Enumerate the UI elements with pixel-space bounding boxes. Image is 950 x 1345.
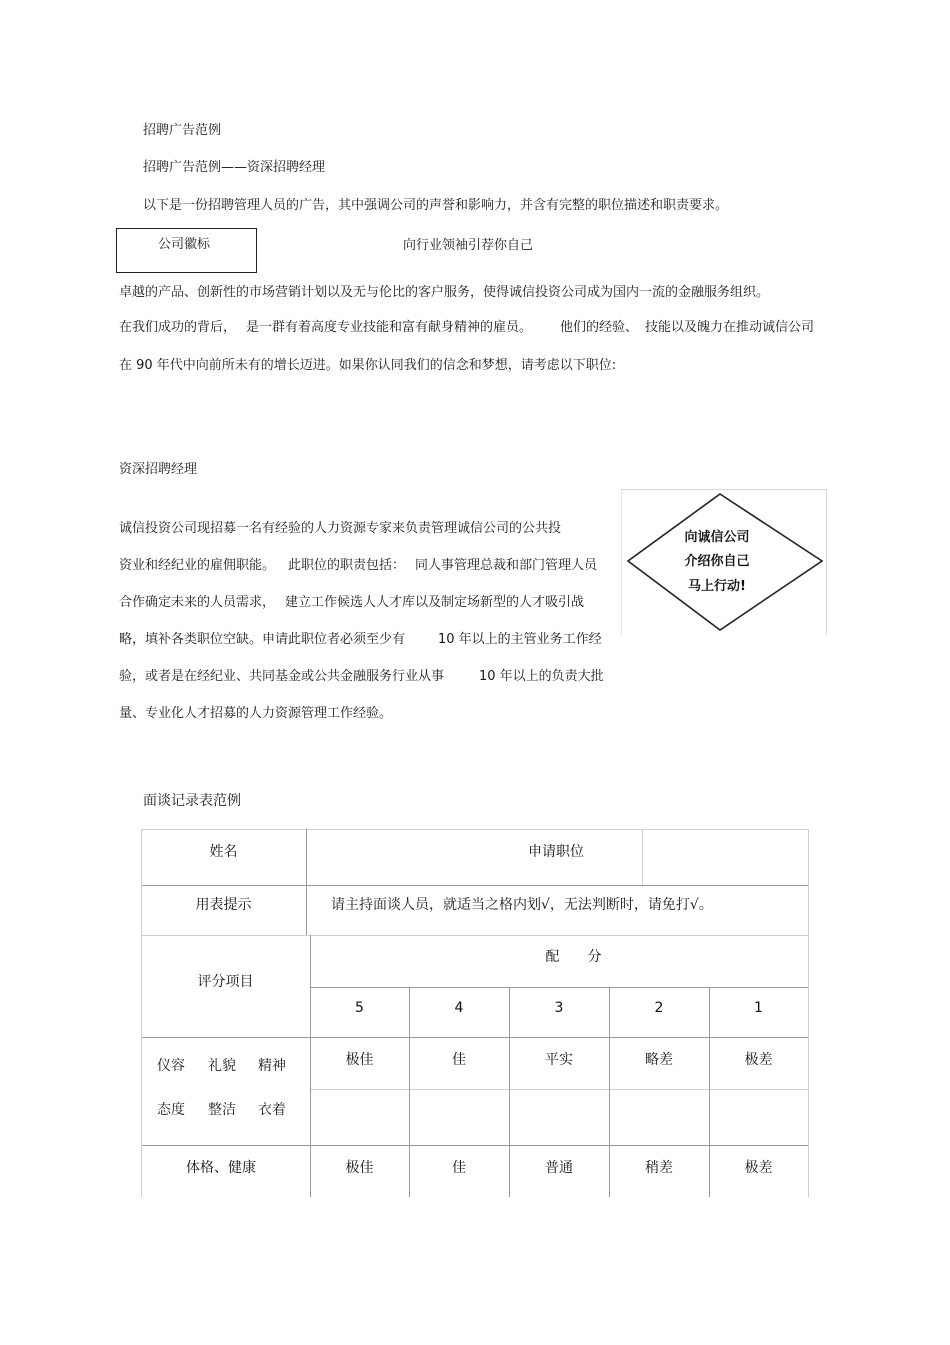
row2-grade: 普通 [545, 1160, 573, 1176]
body-line: 量、专业化人才招募的人力资源管理工作经验。 [119, 706, 393, 721]
score-5: 5 [355, 1000, 364, 1016]
score-2: 2 [654, 1000, 664, 1016]
body-line: 验，或者是在经纪业、共同基金或公共金融服务行业从事 [119, 669, 445, 684]
ad-line-3: 马上行动! [688, 579, 746, 594]
para-2c: 他们的经验、 [560, 320, 639, 335]
body-line: 同人事管理总裁和部门管理人员 [415, 558, 598, 573]
para-2d: 技能以及魄力在推动诚信公司 [645, 320, 815, 335]
body-line: 10 年以上的负责大批 [479, 669, 604, 684]
body-line: 略，填补各类职位空缺。申请此职位者必须至少有 [119, 632, 406, 647]
row1-label: 态度 [157, 1102, 185, 1118]
para-2a: 在我们成功的背后， [119, 320, 237, 335]
para-2b: 是一群有着高度专业技能和富有献身精神的雇员。 [246, 320, 533, 335]
check-cell[interactable] [311, 1090, 409, 1145]
ad-line-1: 向诚信公司 [684, 530, 750, 545]
body-line: 合作确定未来的人员需求， [119, 595, 276, 610]
form-title: 面谈记录表范例 [143, 793, 241, 809]
row1-grade: 平实 [545, 1052, 573, 1068]
score-3: 3 [554, 1000, 564, 1016]
body-line: 建立工作候选人人才库以及制定场新型的人才吸引战 [285, 595, 585, 610]
para-3: 在 90 年代中向前所未有的增长迈进。如果你认同我们的信念和梦想，请考虑以下职位: [119, 358, 617, 373]
row2-grade: 极差 [744, 1160, 773, 1176]
body-line: 10 年以上的主管业务工作经 [438, 632, 602, 647]
intro-text: 以下是一份招聘管理人员的广告，其中强调公司的声誉和影响力，并含有完整的职位描述和职责要求。 [143, 198, 729, 213]
action-diamond-image [621, 489, 827, 635]
position-label: 申请职位 [528, 844, 584, 860]
score-4: 4 [454, 1000, 464, 1016]
doc-title: 招聘广告范例 [143, 123, 222, 138]
doc-subtitle: 招聘广告范例——资深招聘经理 [143, 160, 326, 175]
row1-label: 礼貌 [208, 1058, 236, 1074]
row1-grade: 佳 [452, 1052, 466, 1068]
row1-grade: 极差 [744, 1052, 773, 1068]
check-cell[interactable] [410, 1090, 509, 1145]
row2-grade: 极佳 [345, 1160, 374, 1176]
hint-text: 请主持面谈人员，就适当之格内划√，无法判断时，请免打√。 [331, 897, 713, 913]
ad-line-2: 介绍你自己 [684, 554, 750, 569]
body-line: 此职位的职责包括： [288, 558, 406, 573]
position-value-cell[interactable] [643, 830, 808, 885]
check-cell[interactable] [510, 1090, 609, 1145]
score-1: 1 [754, 1000, 763, 1016]
position-title: 资深招聘经理 [119, 462, 198, 477]
row2-grade: 佳 [452, 1160, 466, 1176]
row1-label: 仪容 [157, 1058, 185, 1074]
ad-headline: 向行业领袖引荐你自己 [403, 238, 534, 253]
name-label: 姓名 [209, 844, 238, 860]
item-label: 评分项目 [197, 974, 254, 990]
body-line: 诚信投资公司现招募一名有经验的人力资源专家来负责管理诚信公司的公共投 [119, 521, 562, 536]
row1-grade: 略差 [645, 1052, 673, 1068]
score-label: 配 分 [545, 949, 602, 965]
row1-label: 衣着 [258, 1102, 286, 1118]
row1-grade: 极佳 [345, 1052, 374, 1068]
row2-label: 体格、健康 [186, 1160, 256, 1176]
para-1: 卓越的产品、创新性的市场营销计划以及无与伦比的客户服务，使得诚信投资公司成为国内一流的金融服务组织。 [119, 285, 770, 300]
row1-label: 精神 [258, 1058, 286, 1074]
logo-label: 公司徽标 [158, 237, 211, 252]
row1-label: 整洁 [208, 1102, 236, 1118]
logo-placeholder [116, 228, 257, 273]
body-line: 资业和经纪业的雇佣职能。 [119, 558, 276, 573]
check-cell[interactable] [610, 1090, 709, 1145]
row2-grade: 稍差 [645, 1160, 673, 1176]
hint-label: 用表提示 [195, 897, 252, 913]
check-cell[interactable] [710, 1090, 808, 1145]
